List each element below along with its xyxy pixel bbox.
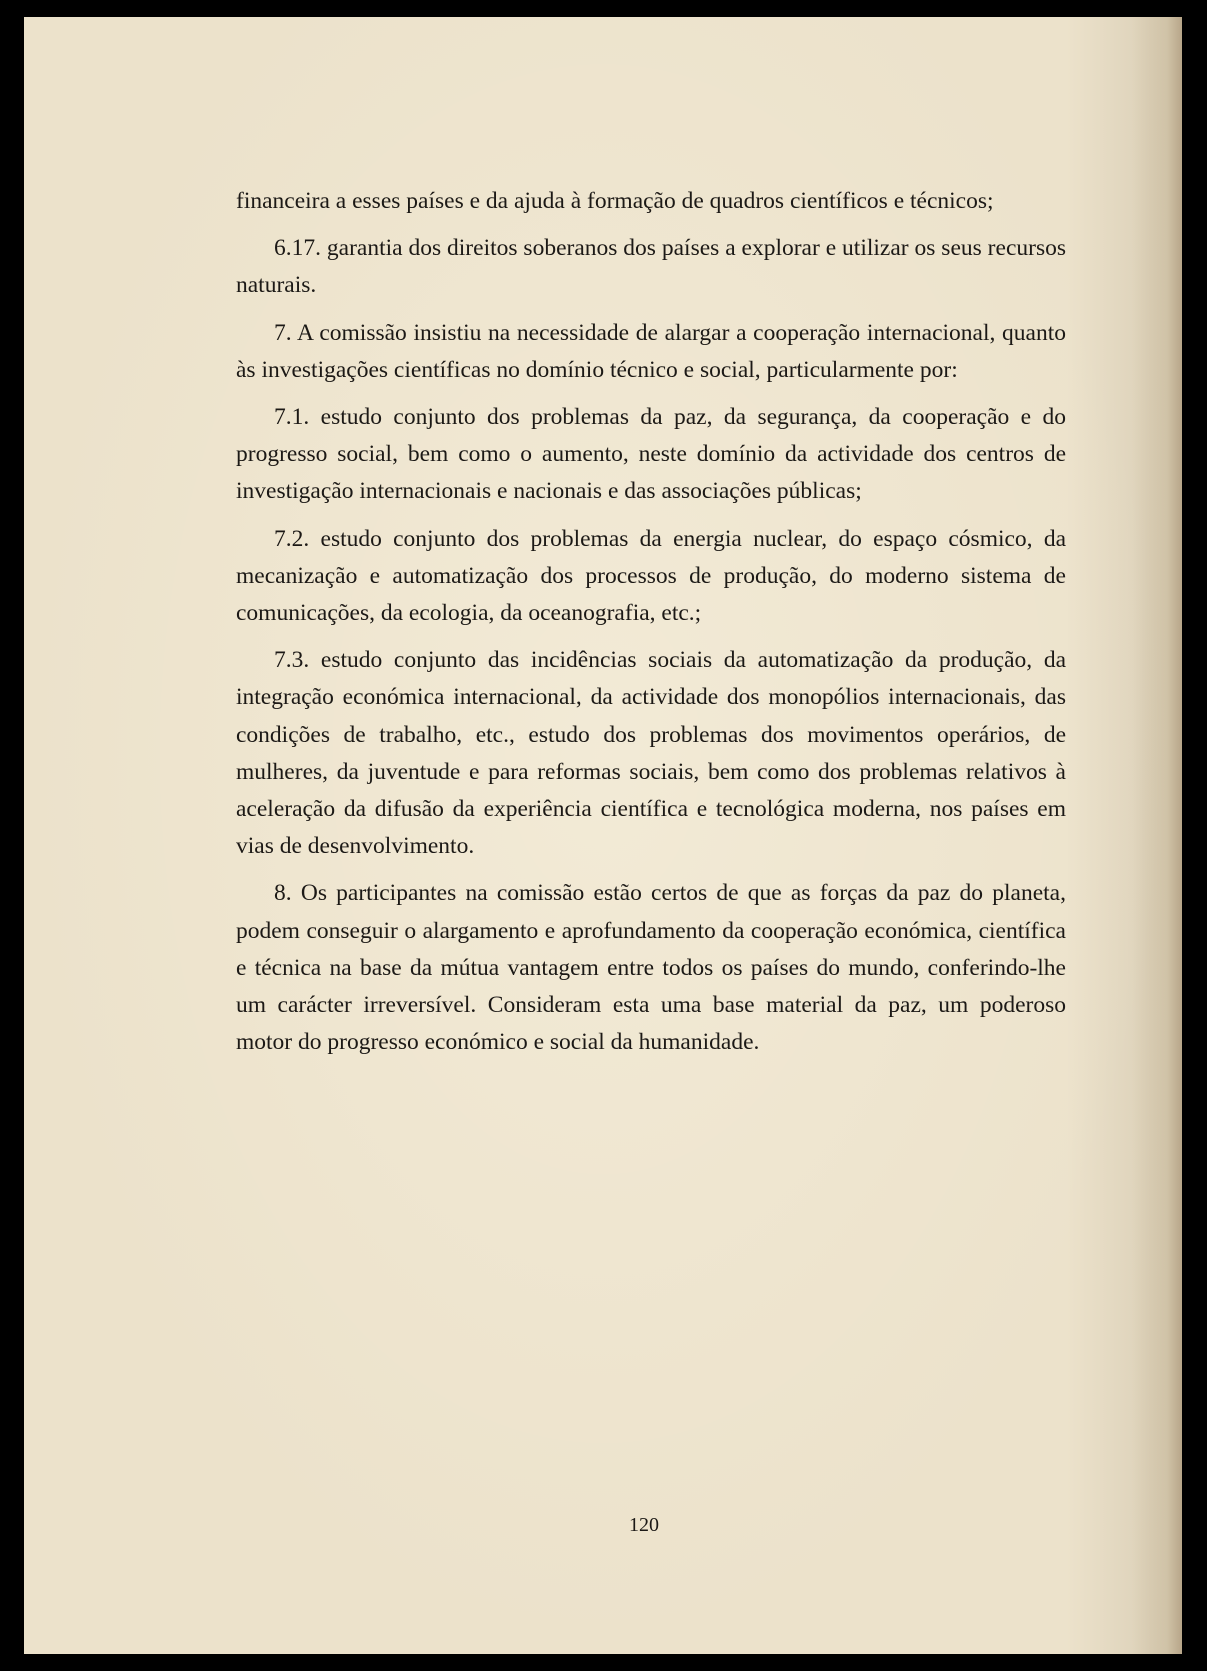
paragraph-6-17: 6.17. garantia dos direitos soberanos dos países a explorar e utilizar os seus recursos naturais.	[236, 235, 1066, 299]
paragraph-7-2: 7.2. estudo conjunto dos problemas da energia nuclear, do espaço cósmico, da mecanização e automatização dos processos de produção, do moderno sistema de comunicações, da ecologia, da oceanografia, etc.;	[236, 525, 1066, 627]
paragraph-7-3: 7.3. estudo conjunto das incidências sociais da automatização da produção, da integração económica internacional, da actividade dos monopólios internacionais, das condições de trabalho, etc., estudo dos problemas dos movimentos operários, de mulheres, da juventude e para reformas sociais, bem como dos problemas relativos à aceleração da difusão da experiência científica e tecnológica moderna, nos países em vias de desenvolvimento.	[236, 647, 1066, 860]
body-text	[236, 183, 1066, 1071]
page-number: 120	[629, 1514, 659, 1536]
paragraph-7: 7. A comissão insistiu na necessidade de alargar a cooperação internacional, quanto às investigações científicas no domínio técnico e social, particularmente por:	[236, 319, 1066, 383]
page-gutter-shadow	[1132, 17, 1182, 1654]
paragraph-8: 8. Os participantes na comissão estão certos de que as forças da paz do planeta, podem conseguir o alargamento e aprofundamento da cooperação económica, científica e técnica na base da mútua vantagem entre todos os países do mundo, conferindo-lhe um carácter irreversível. Consideram esta uma base material da paz, um poderoso motor do progresso económico e social da humanidade.	[236, 880, 1066, 1056]
book-page	[24, 17, 1182, 1654]
paragraph-continuation: financeira a esses países e da ajuda à formação de quadros científicos e técnicos;	[236, 188, 994, 214]
paragraph-7-1: 7.1. estudo conjunto dos problemas da paz, da segurança, da cooperação e do progresso social, bem como o aumento, neste domínio da actividade dos centros de investigação internacionais e nacionais e das associações públicas;	[236, 404, 1066, 505]
